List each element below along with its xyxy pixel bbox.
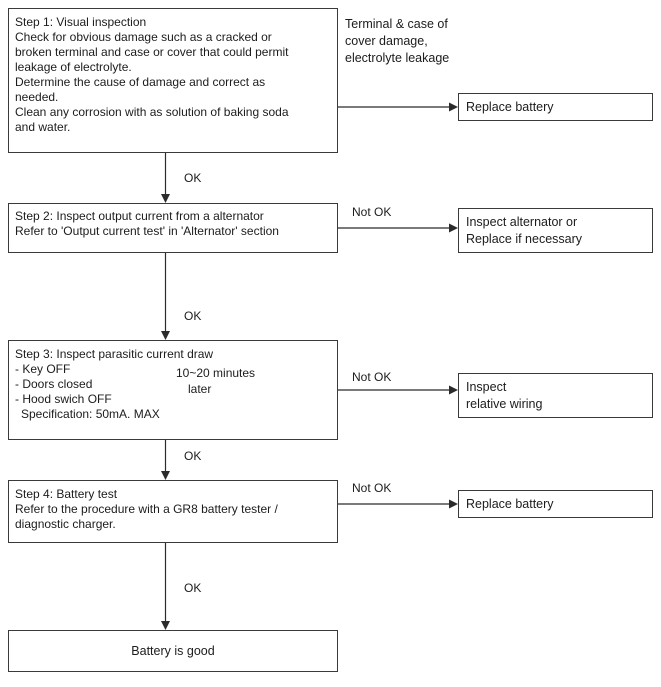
step3-checklist-item: - Doors closed <box>15 377 93 391</box>
step4-title: Step 4: Battery test <box>15 487 118 501</box>
fail-action-line: Inspect alternator or <box>466 215 578 229</box>
step1-text-line: leakage of electrolyte. <box>15 60 132 74</box>
arrow-step3-to-action <box>338 386 458 395</box>
arrow-step2-to-action <box>338 224 458 233</box>
result-label: Battery is good <box>131 643 215 658</box>
step1-box <box>8 8 338 153</box>
step3-specification: Specification: 50mA. MAX <box>21 407 160 421</box>
ok-label-3: OK <box>184 449 202 463</box>
duration-note-line: later <box>188 382 212 396</box>
step3-title: Step 3: Inspect parasitic current draw <box>15 347 214 361</box>
side-note-line: electrolyte leakage <box>345 51 450 65</box>
step4-text-line: diagnostic charger. <box>15 517 116 531</box>
step1-text-line: broken terminal and case or cover that could permit <box>15 45 289 59</box>
step3-checklist-item: - Hood swich OFF <box>15 392 112 406</box>
step3-fail-action-box <box>458 373 653 418</box>
ok-label-1: OK <box>184 171 202 185</box>
step2-title: Step 2: Inspect output current from a alternator <box>15 209 264 223</box>
step2-fail-action-box <box>458 208 653 253</box>
step4-text-line: Refer to the procedure with a GR8 battery tester / <box>15 502 278 516</box>
result-box <box>8 630 338 672</box>
step1-fail-action-box <box>458 93 653 121</box>
step1-fail-condition-note <box>345 16 449 67</box>
fail-action-line: Inspect <box>466 380 507 394</box>
step3-box <box>8 340 338 440</box>
ok-label-2: OK <box>184 309 202 323</box>
step4-box <box>8 480 338 543</box>
arrow-step3-to-step4 <box>161 440 170 480</box>
arrow-step2-to-step3 <box>161 253 170 340</box>
fail-action-line: relative wiring <box>466 397 543 411</box>
arrow-step4-to-action <box>338 500 458 509</box>
fail-action-label: Replace battery <box>466 100 554 114</box>
fail-action-label: Replace battery <box>466 497 554 511</box>
side-note-line: Terminal & case of <box>345 17 448 31</box>
step2-text-line: Refer to 'Output current test' in 'Alternator' section <box>15 224 279 238</box>
fail-action-line: Replace if necessary <box>466 232 583 246</box>
duration-note-line: 10~20 minutes <box>176 366 256 380</box>
step1-text-line: Determine the cause of damage and correct as <box>15 75 266 89</box>
step1-text-line: Clean any corrosion with as solution of baking soda <box>15 105 289 119</box>
step2-box <box>8 203 338 253</box>
not-ok-label-1: Not OK <box>352 205 392 219</box>
arrow-step4-to-result <box>161 543 170 630</box>
ok-label-4: OK <box>184 581 202 595</box>
not-ok-label-3: Not OK <box>352 481 392 495</box>
side-note-line: cover damage, <box>345 34 428 48</box>
not-ok-label-2: Not OK <box>352 370 392 384</box>
step1-text-line: Check for obvious damage such as a cracked or <box>15 30 272 44</box>
step3-checklist-item: - Key OFF <box>15 362 71 376</box>
arrow-step1-to-step2 <box>161 153 170 203</box>
step4-fail-action-box <box>458 490 653 518</box>
arrow-step1-to-action <box>338 103 458 112</box>
step1-title: Step 1: Visual inspection <box>15 15 147 29</box>
step1-text-line: needed. <box>15 90 59 104</box>
step1-text-line: and water. <box>15 120 71 134</box>
